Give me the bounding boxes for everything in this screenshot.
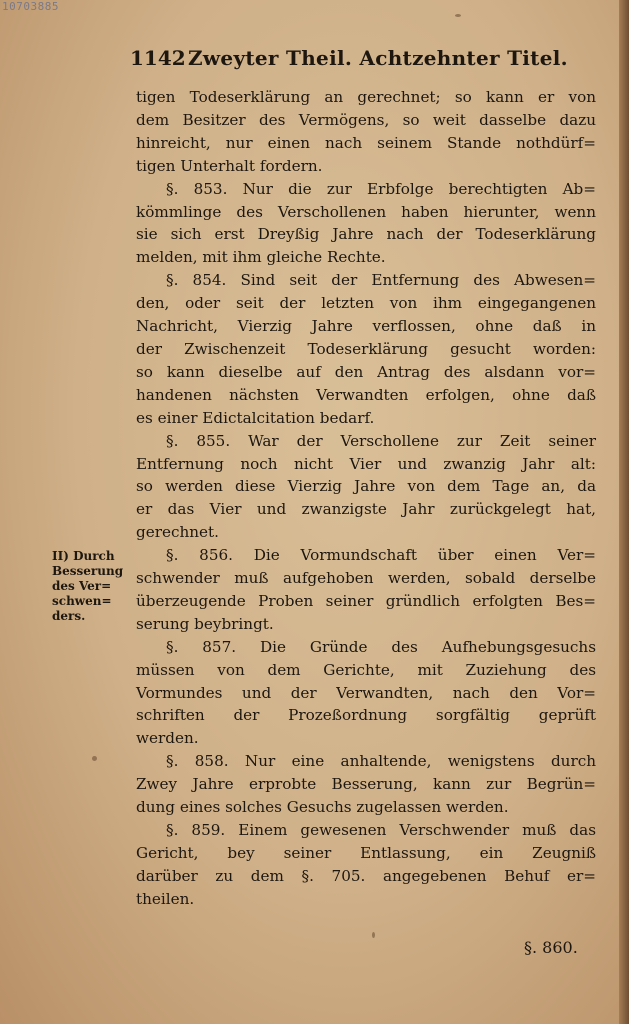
page-edge — [619, 0, 629, 1024]
margin-note — [52, 549, 124, 624]
text-line: handenen nächsten Verwandten erfolgen, ohne daß — [136, 385, 596, 404]
page-number: 1142 — [130, 46, 186, 70]
text-line: §. 853. Nur die zur Erbfolge berechtigten Ab= — [166, 179, 596, 198]
text-line: §. 859. Einem gewesenen Verschwender muß das — [166, 821, 596, 839]
ink-smudge — [372, 932, 375, 938]
text-line: §. 854. Sind seit der Entfernung des Abwesen= — [166, 271, 596, 290]
body-text — [136, 86, 596, 911]
text-line: gerechnet. — [136, 523, 219, 542]
text-line: werden. — [136, 729, 199, 748]
text-line: §. 855. War der Verschollene zur Zeit seiner — [166, 431, 596, 450]
margin-note-line: des Ver= — [52, 579, 112, 593]
margin-note-line: II) Durch — [52, 549, 115, 563]
text-line: Zwey Jahre erprobte Besserung, kann zur Begrün= — [136, 775, 596, 794]
text-line: darüber zu dem §. 705. angegebenen Behuf er= — [136, 866, 596, 885]
text-line: melden, mit ihm gleiche Rechte. — [136, 248, 386, 267]
text-line: §. 858. Nur eine anhaltende, wenigstens durch — [166, 752, 596, 771]
catchword: §. 860. — [524, 938, 578, 957]
text-line: kömmlinge des Verschollenen haben hierunter, wenn — [136, 202, 596, 221]
text-line: es einer Edictalcitation bedarf. — [136, 408, 375, 427]
text-line: der Zwischenzeit Todeserklärung gesucht worden: — [136, 339, 596, 358]
text-line: Vormundes und der Verwandten, nach den Vor= — [136, 683, 596, 702]
scan-id: 10703885 — [2, 0, 59, 13]
text-line: tigen Unterhalt fordern. — [136, 156, 323, 175]
text-line: so kann dieselbe auf den Antrag des alsdann vor= — [136, 362, 596, 381]
text-line: dung eines solches Gesuchs zugelassen werden. — [136, 798, 509, 817]
text-line: überzeugende Proben seiner gründlich erfolgten Bes= — [136, 591, 596, 610]
text-line: Gericht, bey seiner Entlassung, ein Zeugniß — [136, 843, 596, 862]
text-line: §. 856. Die Vormundschaft über einen Ver= — [166, 546, 596, 565]
text-line: so werden diese Vierzig Jahre von dem Tage an, da — [136, 477, 596, 496]
text-line: dem Besitzer des Vermögens, so weit dasselbe dazu — [136, 110, 596, 129]
margin-note-line: ders. — [52, 609, 86, 623]
margin-note-line: schwen= — [52, 594, 112, 608]
text-line: müssen von dem Gerichte, mit Zuziehung des — [136, 660, 596, 679]
text-line: schwender muß aufgehoben werden, sobald derselbe — [136, 569, 596, 588]
text-line: serung beybringt. — [136, 614, 274, 633]
text-line: er das Vier und zwanzigste Jahr zurückgelegt hat, — [136, 500, 596, 519]
ink-smudge — [455, 14, 461, 17]
text-line: tigen Todeserklärung an gerechnet; so kann er von — [136, 88, 596, 106]
text-line: den, oder seit der letzten von ihm eingegangenen — [136, 294, 596, 313]
text-line: Nachricht, Vierzig Jahre verflossen, ohne daß in — [136, 317, 596, 336]
text-line: theilen. — [136, 889, 195, 908]
text-line: hinreicht, nur einen nach seinem Stande nothdürf= — [136, 133, 596, 152]
text-line: Entfernung noch nicht Vier und zwanzig Jahr alt: — [136, 454, 596, 473]
text-line: sie sich erst Dreyßig Jahre nach der Todeserklärung — [136, 225, 596, 244]
page-header — [130, 44, 590, 78]
text-line: schriften der Prozeßordnung sorgfältig geprüft — [136, 706, 596, 725]
margin-note-line: Besserung — [52, 564, 124, 578]
running-head: Zweyter Theil. Achtzehnter Titel. — [188, 46, 568, 70]
ink-smudge — [92, 756, 97, 761]
text-line: §. 857. Die Gründe des Aufhebungsgesuchs — [166, 637, 596, 656]
